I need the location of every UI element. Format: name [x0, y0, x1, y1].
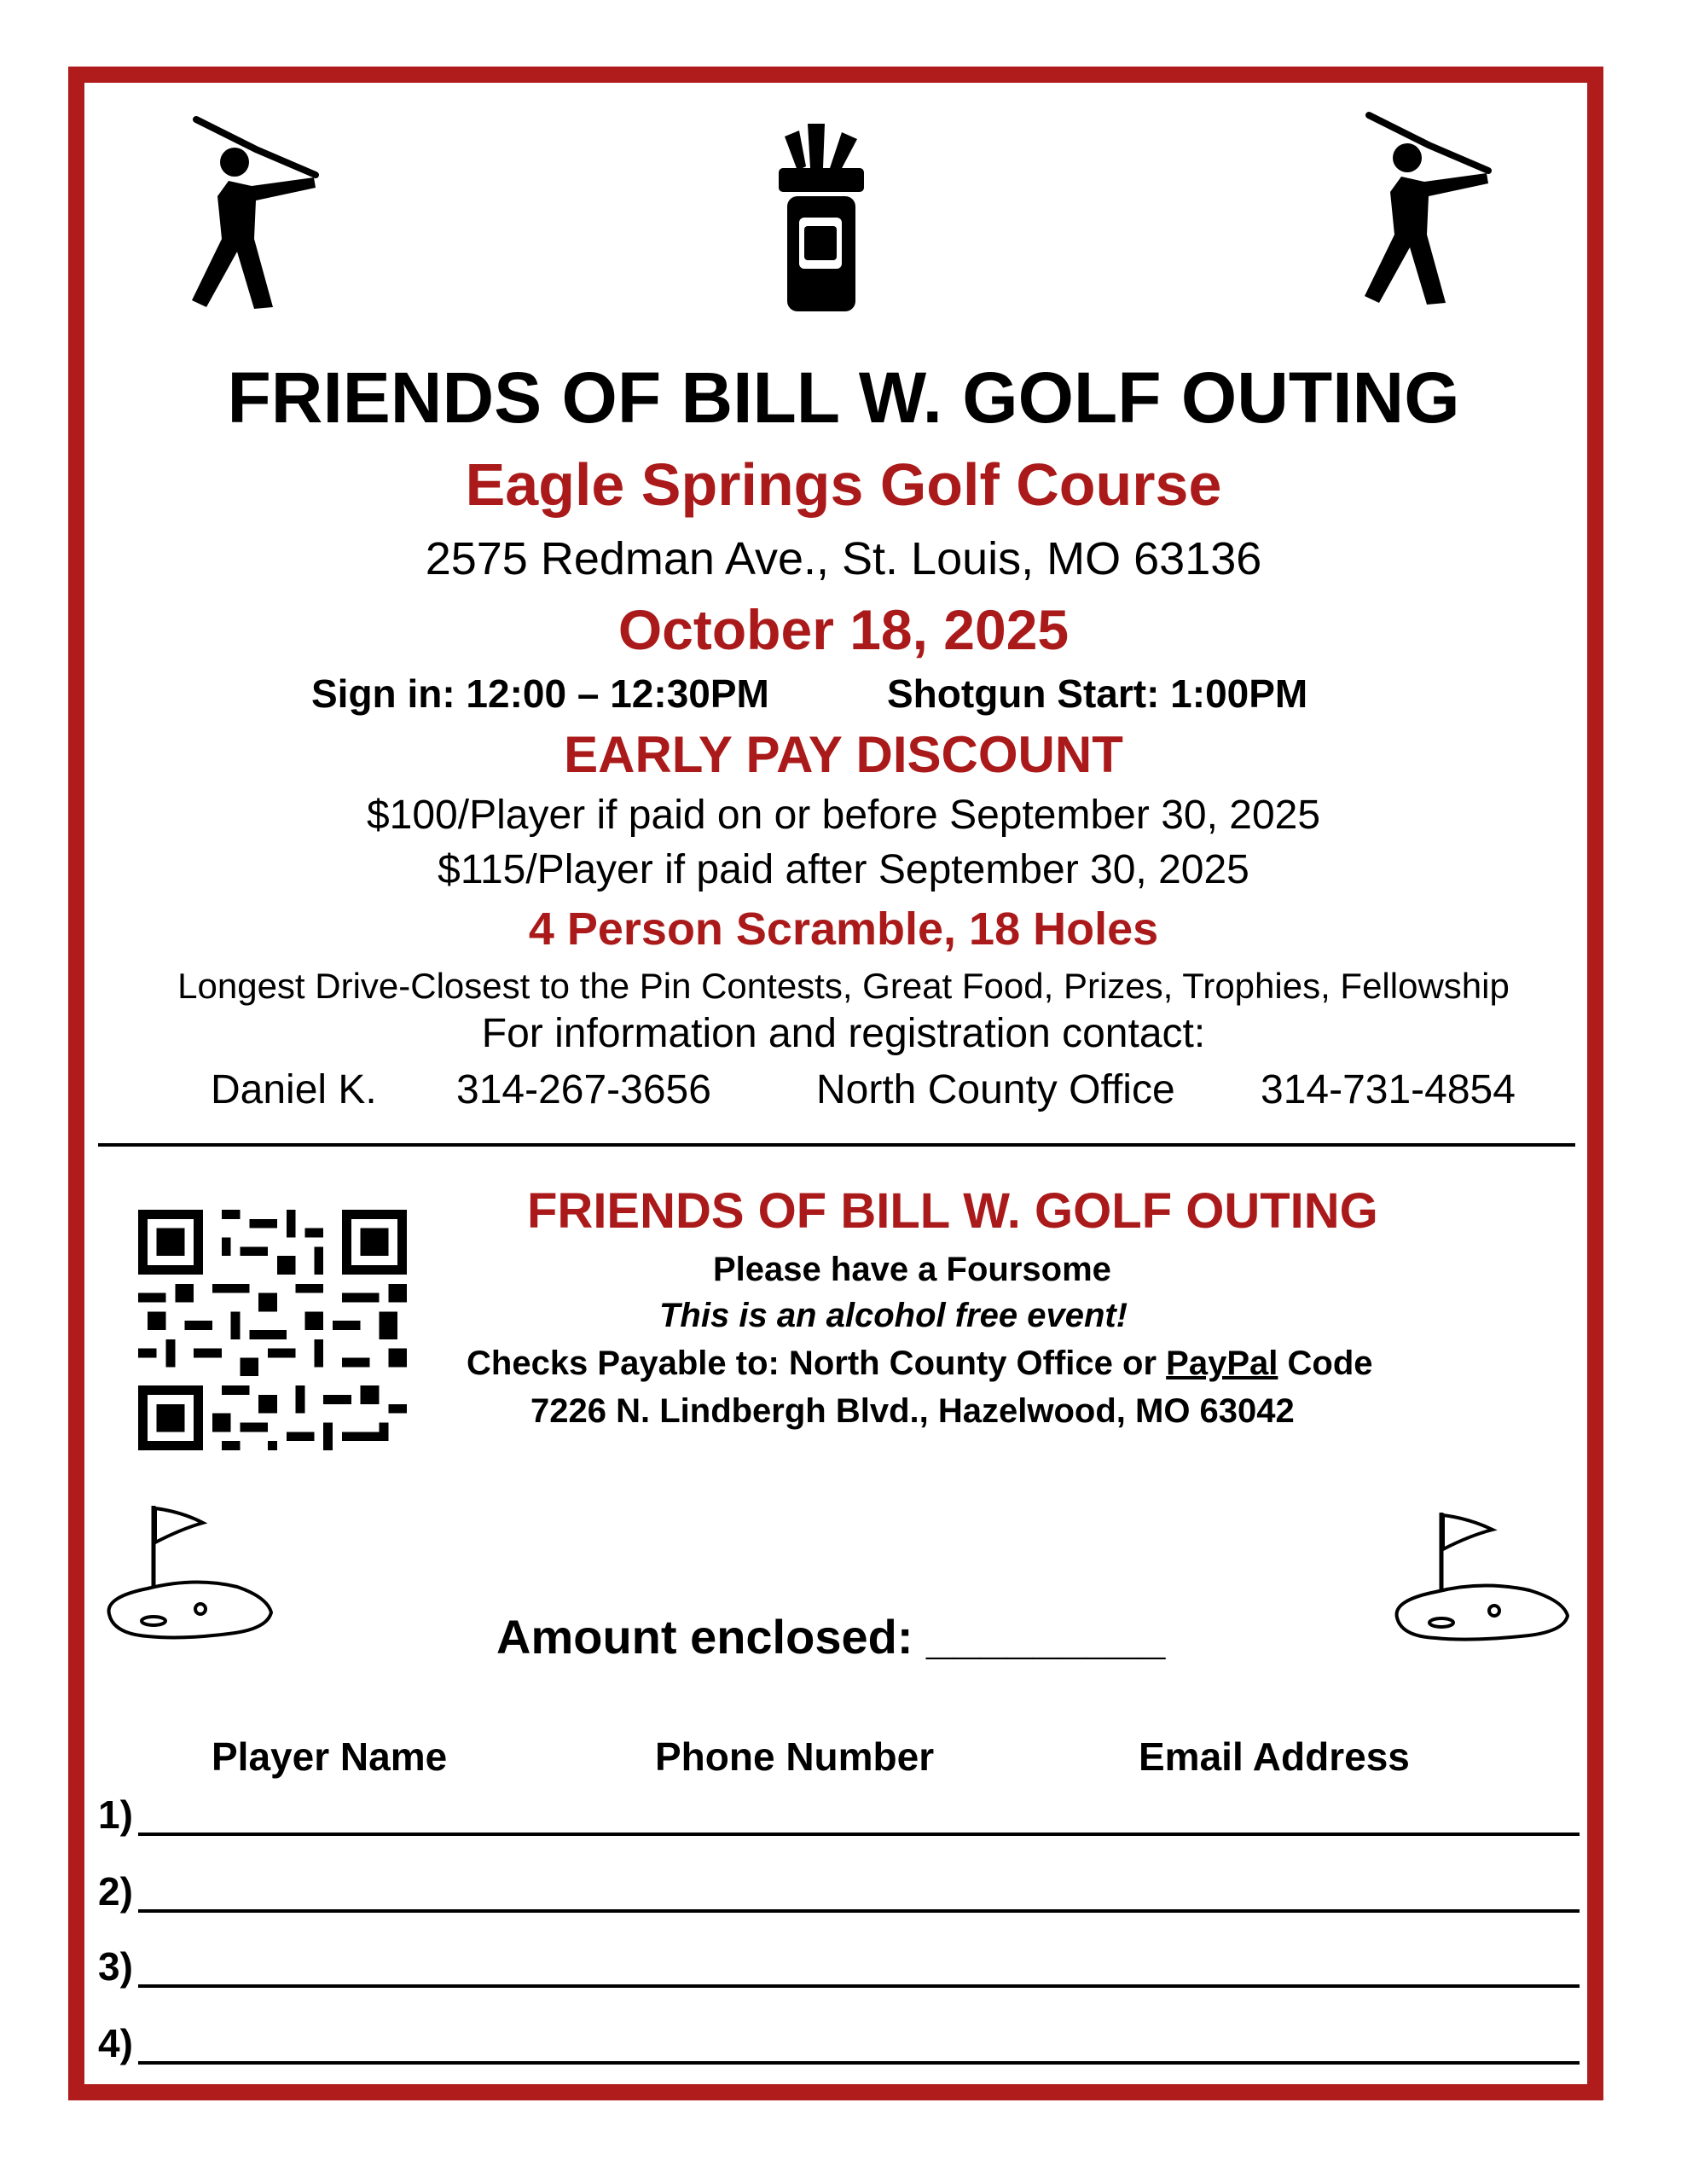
contact-phone-1: 314-267-3656	[456, 1067, 711, 1112]
row-number: 2)	[98, 1869, 133, 1914]
golf-flag-icon	[101, 1502, 280, 1642]
player-entry-line[interactable]	[138, 1909, 1580, 1913]
event-title: FRIENDS OF BILL W. GOLF OUTING	[227, 357, 1460, 438]
checks-payable	[467, 1345, 1373, 1383]
contest-extras: Longest Drive-Closest to the Pin Contests, Great Food, Prizes, Trophies, Fellowship	[177, 966, 1510, 1006]
qr-code[interactable]	[138, 1210, 407, 1450]
column-phone-number: Phone Number	[655, 1734, 935, 1779]
early-price: $100/Player if paid on or before September 30, 2025	[366, 793, 1321, 838]
player-entry-line[interactable]	[138, 1984, 1580, 1988]
contact-name-2: North County Office	[816, 1067, 1175, 1112]
form-title: FRIENDS OF BILL W. GOLF OUTING	[527, 1183, 1378, 1239]
golfer-icon	[188, 111, 333, 316]
contact-phone-2: 314-731-4854	[1261, 1067, 1516, 1112]
cut-line	[98, 1143, 1575, 1147]
row-number: 3)	[98, 1944, 133, 1989]
alcohol-free-note: This is an alcohol free event!	[659, 1297, 1128, 1334]
column-player-name: Player Name	[212, 1734, 448, 1779]
contact-intro: For information and registration contact:	[481, 1011, 1206, 1056]
contact-name-1: Daniel K.	[211, 1067, 377, 1112]
checks-prefix: Checks Payable to: North County Office or	[467, 1345, 1157, 1382]
golfer-icon	[1360, 107, 1505, 311]
column-email-address: Email Address	[1139, 1734, 1410, 1779]
sign-in-time: Sign in: 12:00 – 12:30PM	[311, 671, 769, 716]
paypal-link[interactable]: PayPal	[1166, 1345, 1278, 1382]
golf-bag-icon	[763, 115, 878, 316]
event-date: October 18, 2025	[617, 598, 1070, 661]
foursome-note: Please have a Foursome	[713, 1251, 1111, 1288]
shotgun-start-time: Shotgun Start: 1:00PM	[887, 671, 1308, 716]
early-pay-heading: EARLY PAY DISCOUNT	[564, 726, 1123, 783]
format-heading: 4 Person Scramble, 18 Holes	[528, 903, 1159, 955]
row-number: 1)	[98, 1792, 133, 1837]
late-price: $115/Player if paid after September 30, 2025	[438, 847, 1249, 892]
venue-address: 2575 Redman Ave., St. Louis, MO 63136	[425, 533, 1262, 584]
row-number: 4)	[98, 2021, 133, 2065]
checks-suffix: Code	[1287, 1345, 1373, 1382]
amount-enclosed-field[interactable]: Amount enclosed: _________	[496, 1610, 1166, 1664]
player-entry-line[interactable]	[138, 1833, 1580, 1836]
golf-flag-icon	[1388, 1508, 1576, 1645]
venue-name: Eagle Springs Golf Course	[465, 451, 1222, 518]
mailing-address: 7226 N. Lindbergh Blvd., Hazelwood, MO 63042	[530, 1392, 1295, 1430]
player-entry-line[interactable]	[138, 2061, 1580, 2065]
